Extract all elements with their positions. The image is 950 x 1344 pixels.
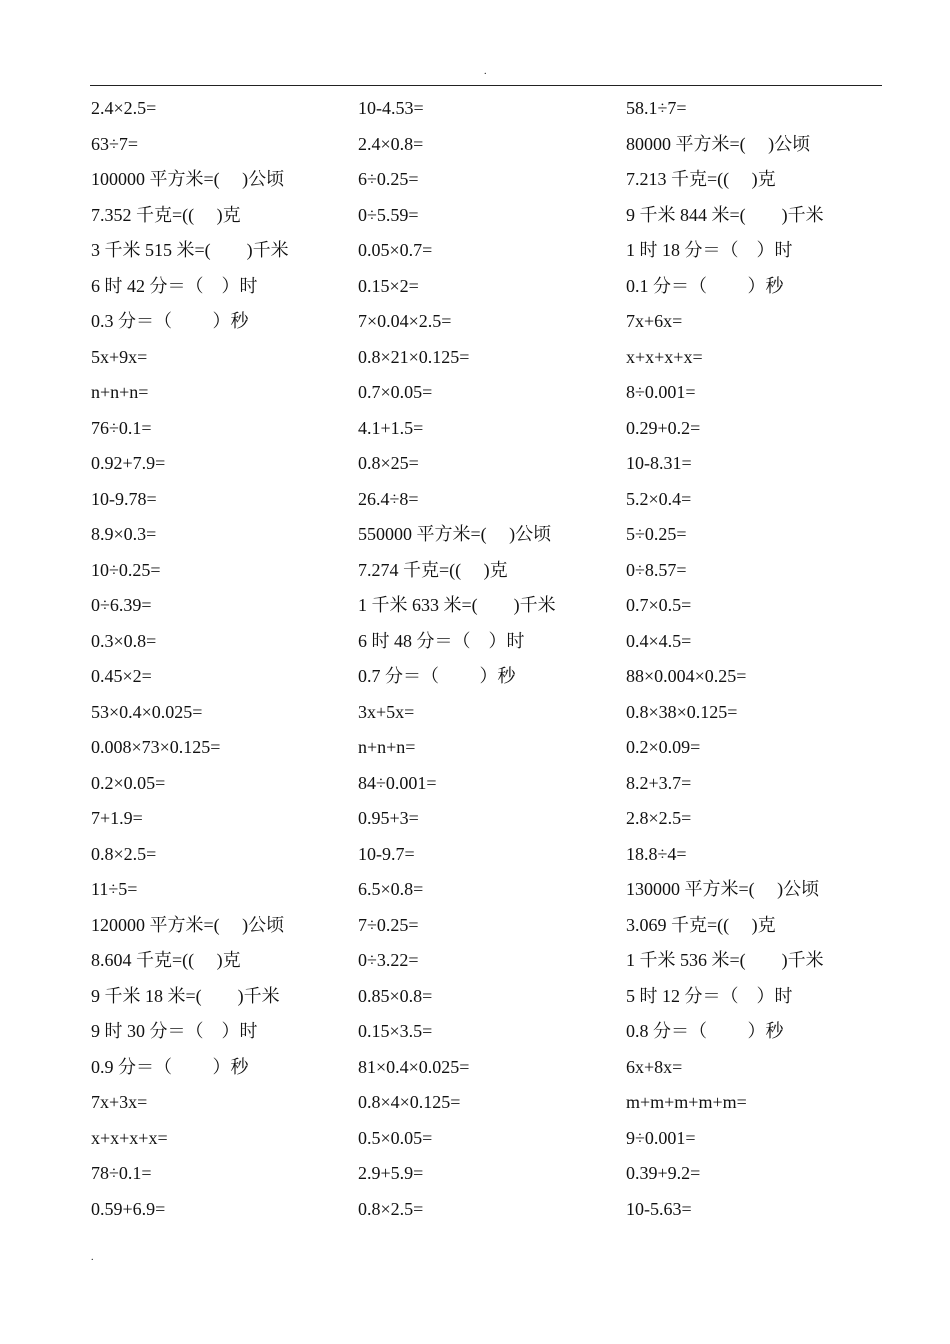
exercise-item: 0.29+0.2= (626, 417, 701, 438)
exercise-item: 0.85×0.8= (358, 985, 433, 1006)
footer-mark: . (91, 1252, 94, 1263)
exercise-item: 5x+9x= (91, 346, 148, 367)
exercise-item: 0.2×0.09= (626, 737, 701, 757)
exercise-item: 76÷0.1= (91, 417, 152, 438)
exercise-item: 81×0.4×0.025= (358, 1056, 470, 1077)
exercise-item: 5÷0.25= (626, 524, 687, 544)
exercise-item: m+m+m+m+m= (626, 1092, 747, 1112)
exercise-item: 7÷0.25= (358, 914, 419, 935)
exercise-item: 5.2×0.4= (626, 488, 692, 509)
exercise-item: 0.59+6.9= (91, 1198, 166, 1219)
exercise-item: 2.4×2.5= (91, 98, 157, 118)
exercise-item: 7+1.9= (91, 808, 143, 828)
exercise-item: 100000 平方米=( )公顷 (91, 169, 285, 189)
exercise-item: 0.2×0.05= (91, 772, 166, 793)
exercise-item: 2.4×0.8= (358, 133, 424, 154)
exercise-item: 78÷0.1= (91, 1163, 152, 1183)
exercise-item: 0.008×73×0.125= (91, 737, 221, 757)
header-rule (90, 85, 882, 86)
exercise-item: 3 千米 515 米=( )千米 (91, 240, 289, 260)
exercise-item: 7x+6x= (626, 311, 683, 331)
exercise-item: 80000 平方米=( )公顷 (626, 133, 811, 154)
exercise-item: x+x+x+x= (91, 1127, 168, 1148)
exercise-item: 1 千米 536 米=( )千米 (626, 950, 824, 970)
header-mark: . (484, 66, 487, 77)
exercise-item: 3.069 千克=(( )克 (626, 914, 776, 935)
exercise-item: 11÷5= (91, 879, 138, 899)
exercise-item: 8÷0.001= (626, 382, 696, 402)
exercise-item: 0.45×2= (91, 666, 152, 686)
exercise-item: 7x+3x= (91, 1092, 148, 1112)
exercise-item: 130000 平方米=( )公顷 (626, 879, 820, 899)
exercise-item: 10-9.78= (91, 488, 157, 509)
exercise-item: n+n+n= (91, 382, 149, 402)
exercise-item: 0.05×0.7= (358, 240, 433, 260)
exercise-item: 6 时 42 分＝（ ）时 (91, 275, 258, 296)
exercise-item: 7.213 千克=(( )克 (626, 169, 776, 189)
exercise-item: 6x+8x= (626, 1056, 683, 1077)
exercise-item: 3x+5x= (358, 701, 415, 722)
exercise-item: 0÷5.59= (358, 204, 419, 225)
exercise-item: 9 千米 18 米=( )千米 (91, 985, 280, 1006)
exercise-item: 0.4×4.5= (626, 630, 692, 651)
exercise-item: 7.352 千克=(( )克 (91, 204, 241, 225)
exercise-item: 10-4.53= (358, 98, 424, 118)
exercise-item: 0.7 分＝（ ）秒 (358, 666, 516, 686)
exercise-item: 0÷8.57= (626, 559, 687, 580)
exercise-item: 18.8÷4= (626, 843, 687, 864)
exercise-item: 8.9×0.3= (91, 524, 157, 544)
exercise-item: 0.8 分＝（ ）秒 (626, 1021, 784, 1041)
exercise-item: 0.9 分＝（ ）秒 (91, 1056, 249, 1077)
exercise-item: 0.92+7.9= (91, 453, 166, 473)
exercise-item: 4.1+1.5= (358, 417, 424, 438)
exercise-item: 8.604 千克=(( )克 (91, 950, 241, 970)
exercise-item: 9÷0.001= (626, 1127, 696, 1148)
exercise-item: 0.39+9.2= (626, 1163, 701, 1183)
exercise-item: 10-9.7= (358, 843, 415, 864)
exercise-item: 6÷0.25= (358, 169, 419, 189)
exercise-item: 10÷0.25= (91, 559, 161, 580)
exercise-item: 6 时 48 分＝（ ）时 (358, 630, 525, 651)
exercise-item: 0÷6.39= (91, 595, 152, 615)
exercise-item: 0.15×3.5= (358, 1021, 433, 1041)
exercise-item: 0.8×38×0.125= (626, 701, 738, 722)
exercise-item: 0.8×2.5= (91, 843, 157, 864)
exercise-item: 0.8×21×0.125= (358, 346, 470, 367)
exercise-item: 0.1 分＝（ ）秒 (626, 275, 784, 296)
exercise-item: 2.8×2.5= (626, 808, 692, 828)
exercise-item: 0.95+3= (358, 808, 419, 828)
exercise-item: 10-5.63= (626, 1198, 692, 1219)
exercise-item: 0.15×2= (358, 275, 419, 296)
exercise-item: 84÷0.001= (358, 772, 437, 793)
exercise-item: 2.9+5.9= (358, 1163, 424, 1183)
exercise-item: 1 千米 633 米=( )千米 (358, 595, 556, 615)
exercise-item: 53×0.4×0.025= (91, 701, 203, 722)
exercise-item: 88×0.004×0.25= (626, 666, 747, 686)
exercise-item: 26.4÷8= (358, 488, 419, 509)
exercise-item: 0.8×25= (358, 453, 419, 473)
exercise-item: 7.274 千克=(( )克 (358, 559, 508, 580)
exercise-item: 0.7×0.05= (358, 382, 433, 402)
exercise-item: 120000 平方米=( )公顷 (91, 914, 285, 935)
exercise-grid (91, 91, 886, 1227)
exercise-item: 8.2+3.7= (626, 772, 692, 793)
exercise-item: n+n+n= (358, 737, 416, 757)
exercise-item: 7×0.04×2.5= (358, 311, 452, 331)
exercise-item: 0.8×2.5= (358, 1198, 424, 1219)
exercise-item: 0.8×4×0.125= (358, 1092, 461, 1112)
exercise-item: 0.3×0.8= (91, 630, 157, 651)
exercise-item: 0.7×0.5= (626, 595, 692, 615)
exercise-item: 0÷3.22= (358, 950, 419, 970)
exercise-item: x+x+x+x= (626, 346, 703, 367)
exercise-item: 58.1÷7= (626, 98, 687, 118)
exercise-item: 63÷7= (91, 133, 139, 154)
exercise-item: 0.3 分＝（ ）秒 (91, 311, 249, 331)
exercise-item: 9 时 30 分＝（ ）时 (91, 1021, 258, 1041)
exercise-item: 1 时 18 分＝（ ）时 (626, 240, 793, 260)
exercise-item: 0.5×0.05= (358, 1127, 433, 1148)
exercise-item: 6.5×0.8= (358, 879, 424, 899)
exercise-item: 550000 平方米=( )公顷 (358, 524, 552, 544)
exercise-item: 9 千米 844 米=( )千米 (626, 204, 824, 225)
exercise-item: 10-8.31= (626, 453, 692, 473)
exercise-item: 5 时 12 分＝（ ）时 (626, 985, 793, 1006)
